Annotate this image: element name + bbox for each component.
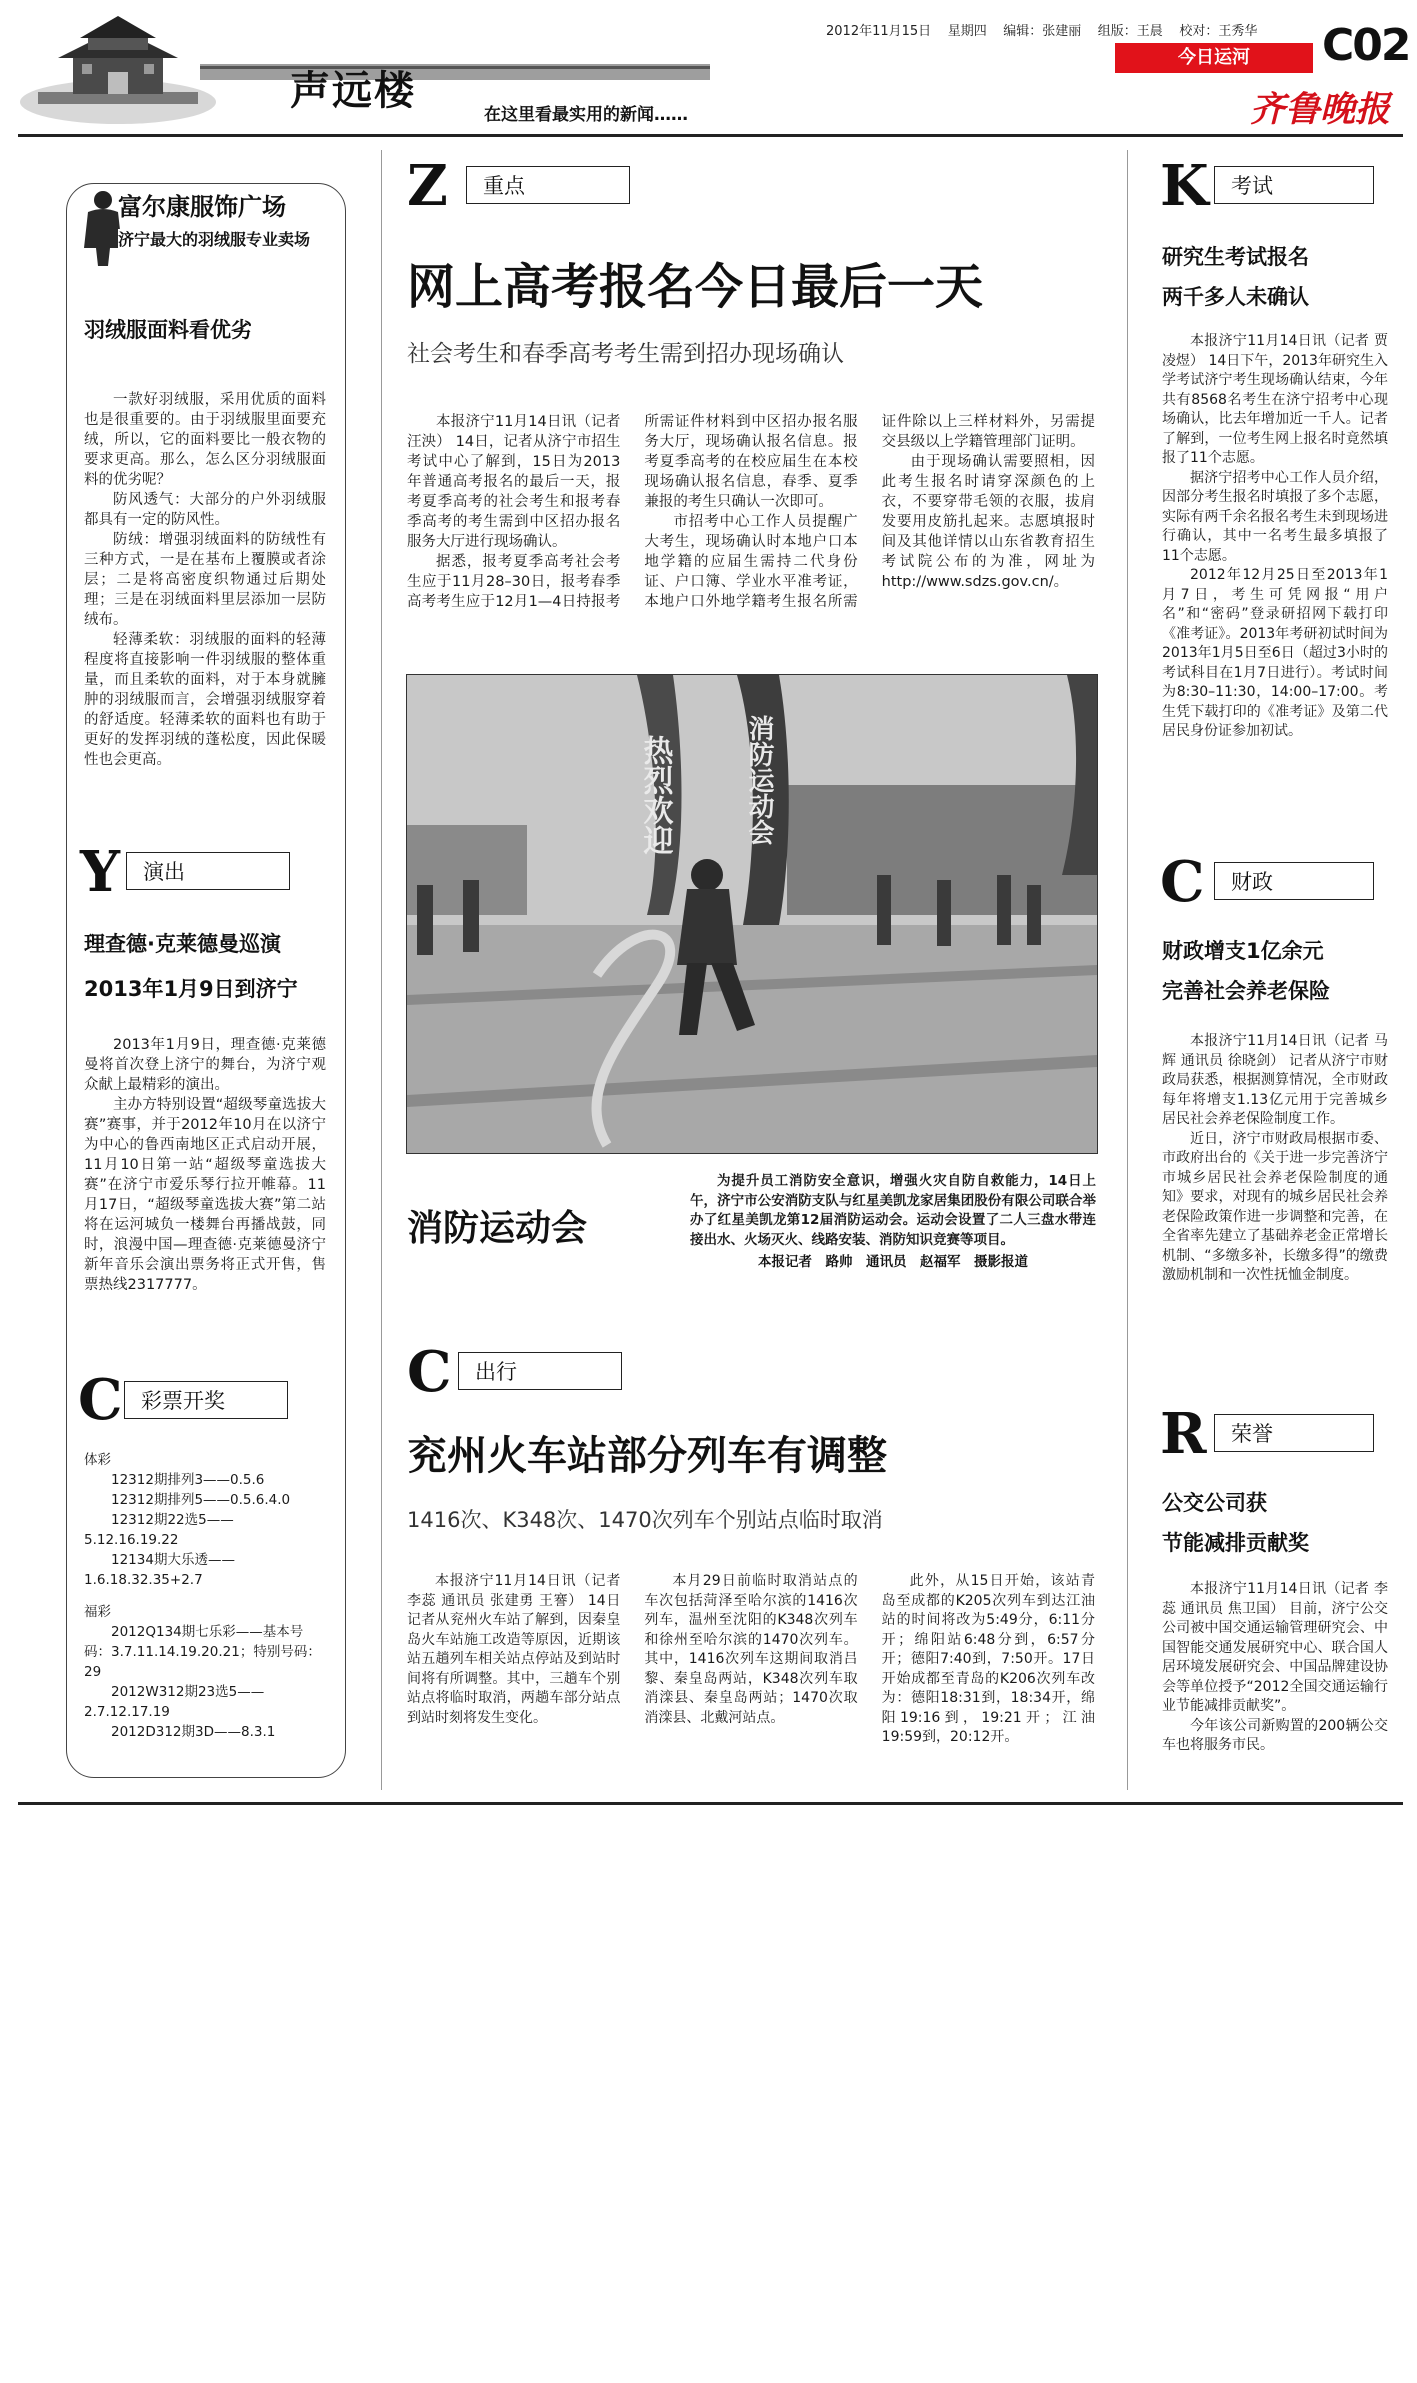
show-body xyxy=(84,1035,326,1295)
section-label: 荣誉 xyxy=(1214,1414,1374,1452)
section-label: 演出 xyxy=(126,852,290,890)
show-paragraph: 主办方特别设置“超级琴童选拔大赛”赛事，并于2012年10月在以济宁为中心的鲁西南地区正式启动开展，11月10日第一站“超级琴童选拔大赛”在济宁市爱乐琴行拉开帷幕。11月17日，“超级琴童选拔大赛”第二站将在运河城负一楼舞台再播战鼓，同时，浪漫中国—理查德·克莱德曼济宁新年音乐会演出票务将正式开售，售票热线2317777。 xyxy=(84,1097,326,1293)
ad-paragraph: 轻薄柔软：羽绒服的面料的轻薄程度将直接影响一件羽绒服的整体重量，而且柔软的面料，对于本身就臃肿的羽绒服而言，会增强羽绒服穿着的舒适度。轻薄柔软的面料也有助于更好的发挥羽绒的蓬松度，因此保暖性也会更高。 xyxy=(84,632,326,768)
exam-headline-2: 两千多人未确认 xyxy=(1162,285,1309,309)
lottery-line: 2012D312期3D——8.3.1 xyxy=(111,1724,276,1740)
focus-paragraph: 市招考中心工作人员提醒广大考生，现场确认时本地户口本地学籍的应届生需持二代身份证、户口簿、学业水平准考证，本地户口外地学籍考生报名所需证件除以上三样材料外，另需提交县级以上学籍管理部门证明。 xyxy=(644,414,1095,610)
honor-body xyxy=(1162,1580,1388,1756)
focus-headline: 网上高考报名今日最后一天 xyxy=(407,259,984,315)
focus-paragraph: 本报济宁11月14日讯（记者 汪泱） 14日，记者从济宁市招生考试中心了解到，15日为2013年普通高考报名的最后一天，报考夏季高考的社会考生和报考春季高考的考生需到中区招办报名服务大厅进行现场确认。 xyxy=(407,414,621,550)
ad-headline: 羽绒服面料看优劣 xyxy=(84,318,252,342)
exam-paragraph: 本报济宁11月14日讯（记者 贾凌煜） 14日下午，2013年研究生入学考试济宁考生现场确认结束，今年共有8568名考生在济宁招考中心现场确认，比去年增加近一千人。记者了解到，一位考生网上报名时竟然填报了11个志愿。 xyxy=(1162,333,1388,466)
column-title: 声远楼 xyxy=(290,67,416,114)
banner-text-left: 热烈欢迎 xyxy=(637,735,673,855)
column-divider-right xyxy=(1127,150,1128,1790)
lottery-line: 2012Q134期七乐彩——基本号码：3.7.11.14.19.20.21；特别号码：29 xyxy=(84,1624,321,1680)
section-label: 出行 xyxy=(458,1352,622,1390)
honor-headline-1: 公交公司获 xyxy=(1162,1491,1267,1515)
lottery-group-name: 体彩 xyxy=(84,1452,111,1468)
section-letter: Y xyxy=(80,839,120,905)
finance-body xyxy=(1162,1032,1388,1286)
section-label: 财政 xyxy=(1214,862,1374,900)
section-label: 彩票开奖 xyxy=(124,1381,288,1419)
section-letter: C xyxy=(78,1367,123,1433)
tower-illustration xyxy=(18,14,218,129)
show-headline-1: 理查德·克莱德曼巡演 xyxy=(84,932,281,956)
ad-body xyxy=(84,390,326,770)
travel-paragraph: 本月29日前临时取消站点的车次包括菏泽至哈尔滨的1416次列车，温州至沈阳的K348次列车和徐州至哈尔滨的1470次列车。其中，1416次列车这期间取消吕黎、秦皇岛两站，K348次列车取消滦县、秦皇岛两站；1470次取消滦县、北戴河站点。 xyxy=(644,1573,858,1726)
section-letter: K xyxy=(1160,153,1209,219)
section-label: 重点 xyxy=(466,166,630,204)
section-tag: 今日运河 xyxy=(1115,43,1313,73)
lottery-line: 12134期大乐透——1.6.18.32.35+2.7 xyxy=(84,1552,235,1588)
section-letter: C xyxy=(1160,849,1205,915)
photo-credit: 本报记者 路帅 通讯员 赵福军 摄影报道 xyxy=(758,1254,1028,1270)
show-paragraph: 2013年1月9日，理查德·克莱德曼将首次登上济宁的舞台，为济宁观众献上最精彩的演出。 xyxy=(84,1037,326,1093)
proofreader: 校对：王秀华 xyxy=(1179,24,1258,39)
lottery-line: 12312期22选5——5.12.16.19.22 xyxy=(84,1512,234,1548)
focus-subheadline: 社会考生和春季高考考生需到招办现场确认 xyxy=(407,341,844,367)
exam-headline-1: 研究生考试报名 xyxy=(1162,245,1309,269)
lottery-body xyxy=(84,1450,326,1742)
ad-paragraph: 防风透气：大部分的户外羽绒服都具有一定的防风性。 xyxy=(84,492,326,528)
section-label: 考试 xyxy=(1214,166,1374,204)
issue-date: 2012年11月15日 xyxy=(826,24,932,39)
header-dark-bar xyxy=(200,66,710,69)
focus-paragraph: 据悉，报考夏季高考社会考生应于11月28–30日，报考春季高考考生应于12月1—4日持报考所需证件材料到中区招办报名服务大厅，现场确认报名信息。报考夏季高考的在校应届生在本校现场确认报名信息，春季、夏季兼报的考生只确认一次即可。 xyxy=(407,414,858,610)
column-divider-left xyxy=(381,150,382,1790)
section-letter: R xyxy=(1160,1401,1207,1467)
photo-title: 消防运动会 xyxy=(407,1207,588,1249)
lottery-line: 12312期排列5——0.5.6.4.0 xyxy=(111,1492,291,1508)
travel-body xyxy=(407,1572,1095,1782)
section-letter: C xyxy=(407,1339,452,1405)
designer: 组版：王晨 xyxy=(1097,24,1163,39)
ad-title: 富尔康服饰广场 xyxy=(118,192,286,221)
news-photo xyxy=(406,674,1098,1154)
lottery-line: 12312期排列3——0.5.6 xyxy=(111,1472,265,1488)
finance-paragraph: 本报济宁11月14日讯（记者 马辉 通讯员 徐晓剑） 记者从济宁市财政局获悉，根据测算情况，全市财政每年将增支1.13亿元用于完善城乡居民社会养老保险制度工作。 xyxy=(1162,1033,1388,1127)
top-rule xyxy=(18,134,1403,137)
focus-paragraph: 由于现场确认需要照相，因此考生报名时请穿深颜色的上衣，不要穿带毛领的衣服，拔肩发要用皮筋扎起来。志愿填报时间及其他详情以山东省教育招生考试院公布的为准，网址为http://www.sdzs.gov.cn/。 xyxy=(881,454,1095,590)
travel-paragraph: 此外，从15日开始，该站青岛至成都的K205次列车到达江油站的时间将改为5:49分，6:11分开；绵阳站6:48分到，6:57分开；德阳7:40到，7:50开。17日开始成都至青岛的K206次列车改为：德阳18:31到，18:34开，绵阳19:16到，19:21开；江油19:59到，20:12开。 xyxy=(881,1573,1095,1745)
finance-paragraph: 近日，济宁市财政局根据市委、市政府出台的《关于进一步完善济宁市城乡居民社会养老保险制度的通知》要求，对现有的城乡居民社会养老保险政策作进一步调整和完善，在全省率先建立了基础养老金正常增长机制、“多缴多补，长缴多得”的缴费激励机制和一次性抚恤金制度。 xyxy=(1162,1130,1388,1283)
honor-paragraph: 本报济宁11月14日讯（记者 李蕊 通讯员 焦卫国） 目前，济宁公交公司被中国交通运输管理研究会、中国智能交通发展研究中心、联合国人居环境发展研究会、中国品牌建设协会等单位授予“2012全国交通运输行业节能减排贡献奖”。 xyxy=(1162,1581,1388,1714)
lottery-group-name: 福彩 xyxy=(84,1604,111,1620)
page-number: C02 xyxy=(1322,20,1410,71)
exam-paragraph: 据济宁招考中心工作人员介绍，因部分考生报名时填报了多个志愿，实际有两千余名报名考生未到现场进行确认，其中一名考生最多填报了11个志愿。 xyxy=(1162,469,1388,564)
photo-caption: 为提升员工消防安全意识，增强火灾自防自救能力，14日上午，济宁市公安消防支队与红星美凯龙家居集团股份有限公司联合举办了红星美凯龙第12届消防运动会。运动会设置了二人三盘水带连接出水、火场灭火、线路安装、消防知识竞赛等项目。 xyxy=(690,1173,1096,1248)
exam-body xyxy=(1162,332,1388,742)
finance-headline-2: 完善社会养老保险 xyxy=(1162,979,1330,1003)
lottery-line: 2012W312期23选5——2.7.12.17.19 xyxy=(84,1684,265,1720)
honor-paragraph: 今年该公司新购置的200辆公交车也将服务市民。 xyxy=(1162,1717,1388,1753)
travel-subheadline: 1416次、K348次、1470次列车个别站点临时取消 xyxy=(407,1508,883,1532)
focus-body xyxy=(407,412,1095,647)
ad-paragraph: 一款好羽绒服，采用优质的面料也是很重要的。由于羽绒服里面要充绒，所以，它的面料要比一般衣物的要求更高。那么，怎么区分羽绒服面料的优劣呢？ xyxy=(84,392,326,488)
banner-text-right: 消防运动会 xyxy=(744,715,774,845)
honor-headline-2: 节能减排贡献奖 xyxy=(1162,1531,1309,1555)
issue-weekday: 星期四 xyxy=(947,24,987,39)
column-slogan: 在这里看最实用的新闻…… xyxy=(484,105,688,125)
newspaper-name: 齐鲁晚报 xyxy=(1250,89,1391,130)
section-letter: Z xyxy=(407,153,448,219)
show-headline-2: 2013年1月9日到济宁 xyxy=(84,977,298,1001)
exam-paragraph: 2012年12月25日至2013年1月7日，考生可凭网报“用户名”和“密码”登录研招网下载打印《准考证》。2013年考研初试时间为2013年1月5日至6日（超过3小时的考试科目在1月7日进行）。考试时间为8:30–11:30，14:00–17:00。考生凭下载打印的《准考证》及第二代居民身份证参加初试。 xyxy=(1162,567,1388,739)
finance-headline-1: 财政增支1亿余元 xyxy=(1162,939,1324,963)
photo-caption-block xyxy=(690,1172,1096,1272)
bottom-rule xyxy=(18,1802,1403,1805)
travel-paragraph: 本报济宁11月14日讯（记者 李蕊 通讯员 张建勇 王謇） 14日记者从兖州火车站了解到，因秦皇岛火车站施工改造等原因，近期该站五趟列车相关站点停站及到站时间将有所调整。其中，三趟车个别站点将临时取消，两趟车部分站点到站时刻将发生变化。 xyxy=(407,1573,621,1726)
header-meta xyxy=(826,23,1257,41)
editor: 编辑：张建丽 xyxy=(1003,24,1082,39)
travel-headline: 兖州火车站部分列车有调整 xyxy=(407,1432,887,1479)
photo-scene xyxy=(407,675,1097,1153)
ad-paragraph: 防绒：增强羽绒面料的防绒性有三种方式，一是在基布上覆膜或者涂层；二是将高密度织物通过后期处理；三是在羽绒面料里层添加一层防绒布。 xyxy=(84,532,326,628)
ad-subtitle: 济宁最大的羽绒服专业卖场 xyxy=(118,230,311,249)
